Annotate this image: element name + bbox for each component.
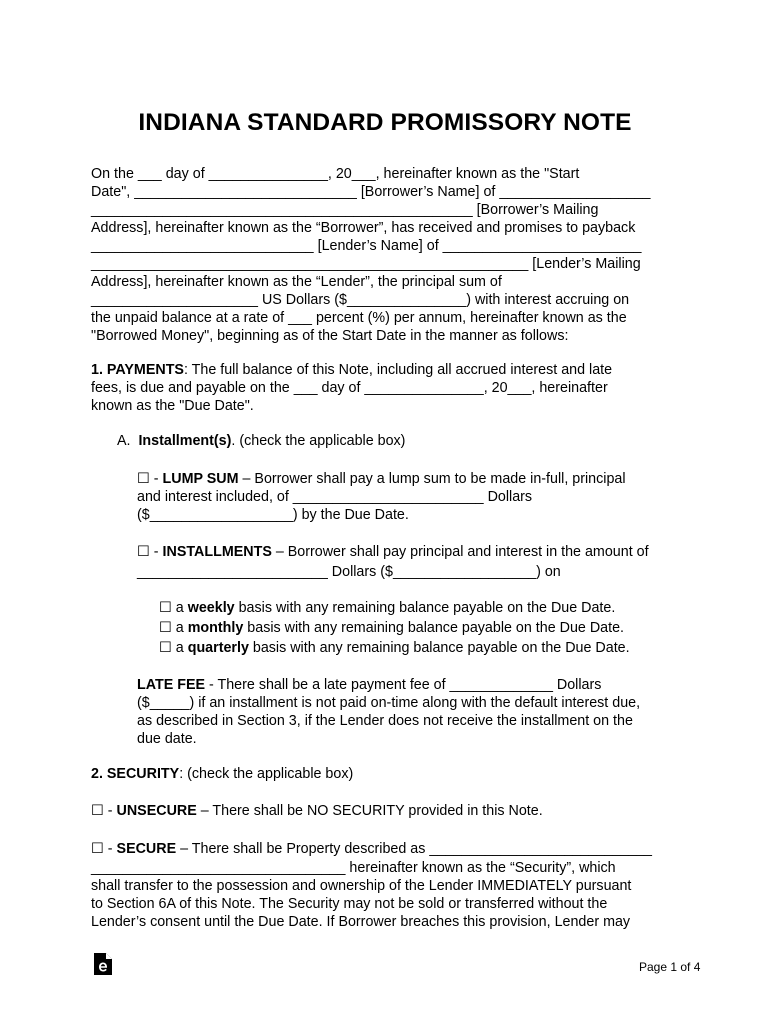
payments-paragraph-line-3: known as the "Due Date". xyxy=(91,398,254,414)
page-number: Page 1 of 4 xyxy=(639,960,701,974)
late-fee-text: - There shall be a late payment fee of _____________ Dollars xyxy=(205,677,602,693)
secure-heading: SECURE xyxy=(116,841,177,857)
quarterly-text: basis with any remaining balance payable on the Due Date. xyxy=(248,640,630,656)
secure-text: – There shall be Property described as ____________________________ xyxy=(176,841,653,857)
payments-paragraph-line-2: fees, is due and payable on the ___ day of _______________, 20___, hereinafter xyxy=(91,380,608,396)
quarterly-checkbox[interactable]: ☐ a xyxy=(159,640,188,656)
late-fee-line-3: as described in Section 3, if the Lender does not receive the installment on the xyxy=(137,713,633,729)
security-text: : (check the applicable box) xyxy=(179,766,354,782)
weekly-basis-option[interactable] xyxy=(159,599,615,617)
intro-line-3: ________________________________________________ [Borrower’s Mailing xyxy=(91,202,599,218)
weekly-label: weekly xyxy=(187,600,235,616)
lump-sum-checkbox[interactable]: ☐ - xyxy=(137,471,163,487)
installments-option-heading: INSTALLMENTS xyxy=(162,544,272,560)
payments-text: : The full balance of this Note, including all accrued interest and late xyxy=(183,362,613,378)
eforms-logo-icon xyxy=(93,952,113,976)
secure-line-5: Lender’s consent until the Due Date. If Borrower breaches this provision, Lender may xyxy=(91,914,631,930)
unsecure-option[interactable] xyxy=(91,802,543,820)
intro-line-7: Address], hereinafter known as the “Lender”, the principal sum of xyxy=(91,274,502,290)
installments-option[interactable] xyxy=(137,543,649,561)
unsecure-heading: UNSECURE xyxy=(116,803,197,819)
late-fee-line-2: ($_____) if an installment is not paid on-time along with the default interest due, xyxy=(137,695,641,711)
intro-line-4: Address], hereinafter known as the “Borrower”, has received and promises to payback xyxy=(91,220,636,236)
installments-option-line-2: ________________________ Dollars ($__________________) on xyxy=(137,564,561,580)
document-title: INDIANA STANDARD PROMISSORY NOTE xyxy=(138,109,632,136)
monthly-checkbox[interactable]: ☐ a xyxy=(159,620,188,636)
late-fee-line-4: due date. xyxy=(137,731,197,747)
monthly-basis-option[interactable] xyxy=(159,619,624,637)
payments-paragraph-line-1 xyxy=(91,361,612,379)
weekly-checkbox[interactable]: ☐ a xyxy=(159,600,188,616)
installments-text: . (check the applicable box) xyxy=(231,433,406,449)
installments-subheading xyxy=(117,432,405,450)
late-fee-heading: LATE FEE xyxy=(137,677,206,693)
unsecure-text: – There shall be NO SECURITY provided in this Note. xyxy=(196,803,543,819)
security-heading: 2. SECURITY xyxy=(91,766,180,782)
intro-line-9: the unpaid balance at a rate of ___ percent (%) per annum, hereinafter known as the xyxy=(91,310,627,326)
installments-option-text: – Borrower shall pay principal and interest in the amount of xyxy=(271,544,649,560)
intro-line-2: Date", ____________________________ [Borrower’s Name] of ___________________ xyxy=(91,184,651,200)
intro-line-1: On the ___ day of _______________, 20___, hereinafter known as the "Start xyxy=(91,166,580,182)
secure-line-4: to Section 6A of this Note. The Security may not be sold or transferred without the xyxy=(91,896,608,912)
payments-heading: 1. PAYMENTS xyxy=(91,362,184,378)
secure-option[interactable] xyxy=(91,840,652,858)
quarterly-label: quarterly xyxy=(187,640,249,656)
monthly-label: monthly xyxy=(187,620,244,636)
secure-checkbox[interactable]: ☐ - xyxy=(91,841,117,857)
quarterly-basis-option[interactable] xyxy=(159,639,630,657)
secure-line-2: ________________________________ hereinafter known as the “Security”, which xyxy=(91,860,616,876)
installments-checkbox[interactable]: ☐ - xyxy=(137,544,163,560)
intro-line-6: _______________________________________________________ [Lender’s Mailing xyxy=(91,256,641,272)
weekly-text: basis with any remaining balance payable on the Due Date. xyxy=(234,600,616,616)
intro-line-10: "Borrowed Money", beginning as of the Start Date in the manner as follows: xyxy=(91,328,569,344)
installments-heading: Installment(s) xyxy=(138,433,232,449)
intro-line-5: ____________________________ [Lender’s Name] of _________________________ xyxy=(91,238,642,254)
lump-sum-line-3: ($__________________) by the Due Date. xyxy=(137,507,409,523)
lump-sum-line-2: and interest included, of ________________________ Dollars xyxy=(137,489,533,505)
monthly-text: basis with any remaining balance payable on the Due Date. xyxy=(243,620,625,636)
intro-line-8: _____________________ US Dollars ($_______________) with interest accruing on xyxy=(91,292,630,308)
security-heading-line xyxy=(91,765,353,783)
unsecure-checkbox[interactable]: ☐ - xyxy=(91,803,117,819)
lump-sum-heading: LUMP SUM xyxy=(162,471,239,487)
late-fee-line-1 xyxy=(137,676,601,694)
secure-line-3: shall transfer to the possession and ownership of the Lender IMMEDIATELY pursuant xyxy=(91,878,632,894)
lump-sum-text: – Borrower shall pay a lump sum to be made in-full, principal xyxy=(238,471,626,487)
installments-prefix: A. xyxy=(117,433,139,449)
lump-sum-option[interactable] xyxy=(137,470,626,488)
